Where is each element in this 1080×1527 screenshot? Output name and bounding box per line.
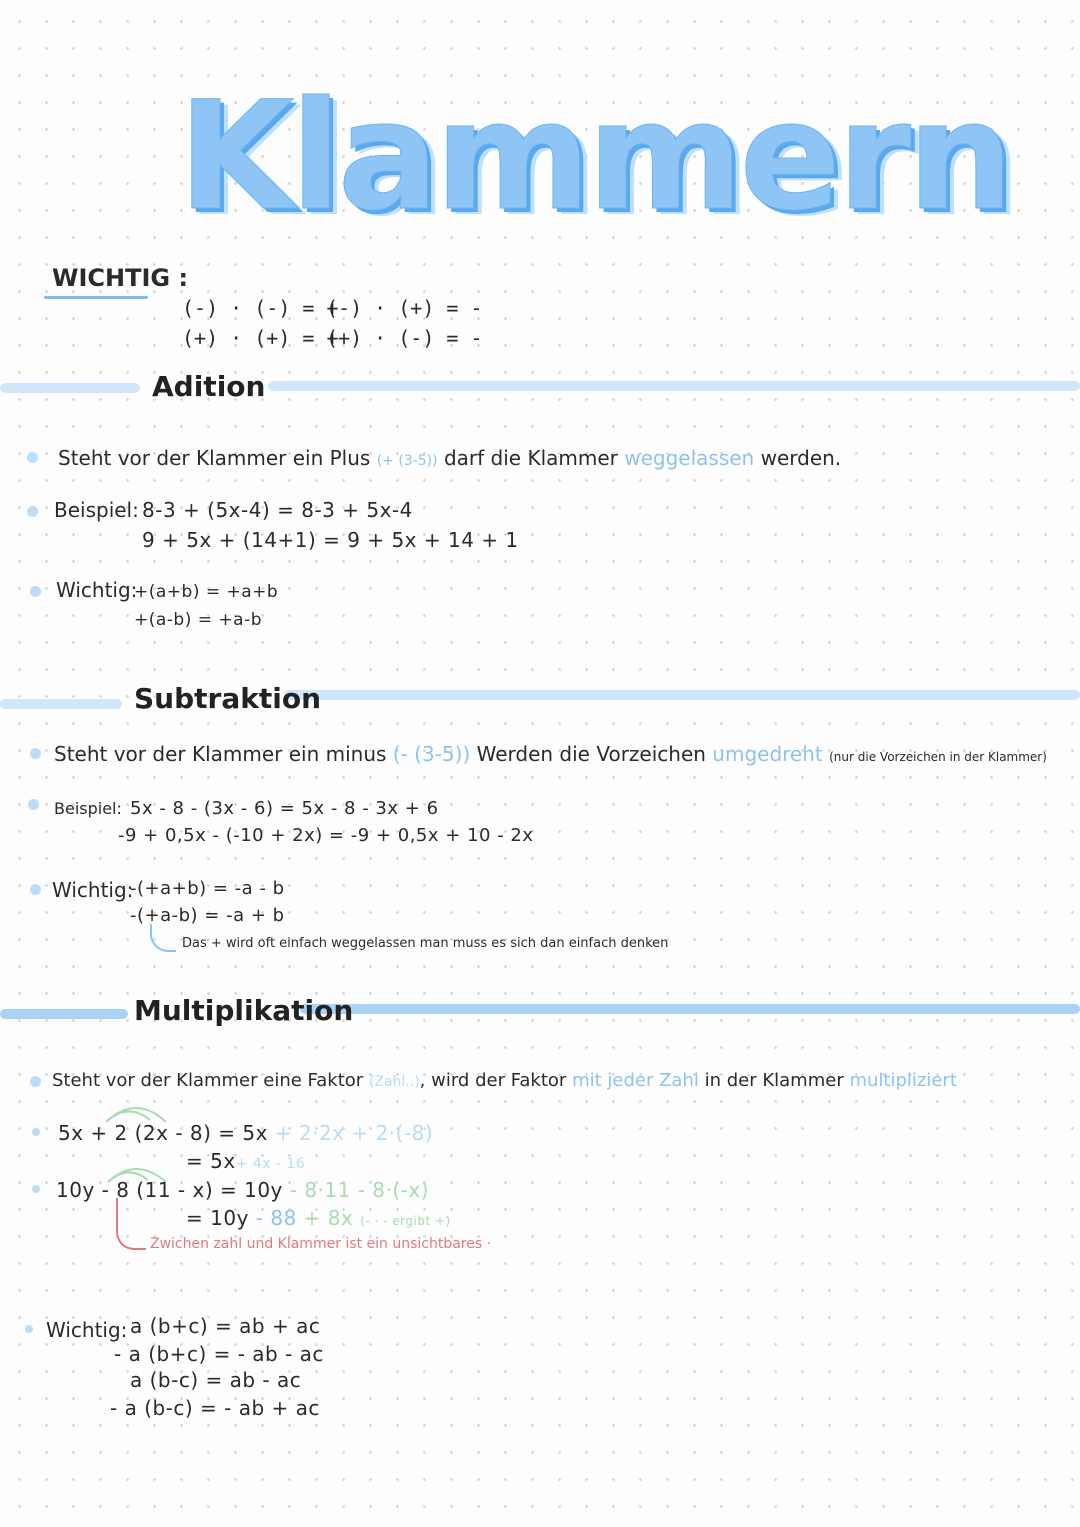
bullet-dot	[30, 1076, 41, 1087]
wichtig-label: Wichtig:	[46, 1318, 128, 1342]
bullet-dot	[27, 506, 38, 517]
rule-note: (nur die Vorzeichen in der Klammer)	[829, 750, 1047, 764]
sign-rule: (-) · (-) = +	[182, 296, 339, 320]
sign-rule: (+) · (-) = -	[326, 326, 483, 350]
formula-expansion: + 2·2x + 2·(-8)	[274, 1121, 434, 1145]
hint-text: Zwichen zahl und Klammer ist ein unsichtbares ·	[150, 1236, 492, 1252]
rule-text: Steht vor der Klammer ein Plus	[58, 446, 371, 470]
formula-part: 10y - 8 (11 - x) = 10y	[56, 1178, 283, 1202]
example-formula: 8-3 + (5x-4) = 8-3 + 5x-4	[142, 498, 413, 522]
rule-text: Steht vor der Klammer eine Faktor	[52, 1070, 364, 1091]
section-divider	[0, 383, 140, 393]
formula-expansion: - 88	[255, 1206, 297, 1230]
section-heading-multiplikation: Multiplikation	[134, 994, 354, 1027]
rule-example: (Zahl..)	[368, 1074, 420, 1090]
rule-highlight: multipliziert	[849, 1070, 957, 1091]
rule-highlight: mit jeder Zahl	[572, 1070, 699, 1091]
wichtig-label: Wichtig:	[52, 878, 134, 902]
section-divider	[300, 1004, 1080, 1014]
section-divider	[0, 1009, 128, 1019]
example-label: Beispiel:	[54, 799, 122, 818]
rule-example: (- (3-5))	[392, 742, 471, 766]
rule-text: Werden die Vorzeichen	[476, 742, 706, 766]
section-divider	[0, 699, 122, 709]
formula-expansion: - 8·11 - 8·(-x)	[289, 1178, 430, 1202]
section-heading-subtraktion: Subtraktion	[134, 682, 322, 715]
bullet-dot	[25, 1325, 33, 1333]
example-label: Beispiel:	[54, 498, 139, 522]
rule-text: in der Klammer	[704, 1070, 844, 1091]
formula-part: 5x + 2 (2x - 8) = 5x	[58, 1121, 268, 1145]
rule-highlight: weggelassen	[624, 446, 755, 470]
section-divider	[268, 381, 1080, 391]
bullet-dot	[30, 586, 41, 597]
sign-rule: (+) · (+) = +	[182, 326, 339, 350]
bullet-dot	[32, 1185, 40, 1193]
wichtig-formula: +(a+b) = +a+b	[134, 582, 279, 602]
multiplikation-rule	[52, 1070, 957, 1091]
hint-arrow	[150, 924, 176, 952]
arrow	[106, 1108, 166, 1122]
sign-rule: (-) · (+) = -	[326, 296, 483, 320]
multiplication-example	[56, 1178, 429, 1202]
page-title: Klammern	[178, 70, 1010, 244]
example-formula: 9 + 5x + (14+1) = 9 + 5x + 14 + 1	[142, 528, 519, 552]
bullet-dot	[28, 799, 39, 810]
bullet-dot	[27, 452, 38, 463]
formula-expansion: + 4x - 16	[235, 1156, 306, 1172]
wichtig-formula: -(+a-b) = -a + b	[130, 905, 285, 926]
hint-text: Das + wird oft einfach weggelassen man muss es sich dan einfach denken	[182, 936, 669, 951]
multiplication-example	[58, 1121, 433, 1145]
section-heading-addition: Adition	[152, 370, 266, 403]
bullet-dot	[30, 748, 41, 759]
section-divider	[284, 690, 1080, 700]
wichtig-formula: +(a-b) = +a-b	[134, 610, 262, 630]
formula-expansion: + 8x	[303, 1206, 354, 1230]
formula-note: (- · - ergibt +)	[360, 1214, 451, 1228]
rule-text: Steht vor der Klammer ein minus	[54, 742, 387, 766]
multiplication-example	[186, 1206, 451, 1230]
hint-arrow	[116, 1198, 146, 1250]
formula-part: = 5x	[186, 1149, 236, 1173]
rule-highlight: umgedreht	[712, 742, 823, 766]
wichtig-label: Wichtig:	[56, 578, 138, 602]
formula-part: = 10y	[186, 1206, 249, 1230]
wichtig-formula: a (b+c) = ab + ac	[130, 1314, 321, 1338]
wichtig-formula: a (b-c) = ab - ac	[130, 1368, 302, 1392]
rule-example: (+ (3-5))	[376, 453, 438, 469]
rule-text: , wird der Faktor	[419, 1070, 567, 1091]
wichtig-formula: - a (b+c) = - ab - ac	[114, 1342, 324, 1366]
multiplication-example	[186, 1149, 305, 1173]
example-formula: -9 + 0,5x - (-10 + 2x) = -9 + 0,5x + 10 - 2x	[118, 825, 534, 846]
wichtig-heading: WICHTIG :	[52, 264, 189, 292]
bullet-dot	[30, 884, 41, 895]
addition-rule	[58, 446, 841, 470]
example-formula: 5x - 8 - (3x - 6) = 5x - 8 - 3x + 6	[130, 798, 439, 819]
wichtig-formula: - a (b-c) = - ab + ac	[110, 1396, 320, 1420]
subtraktion-rule	[54, 742, 1047, 766]
bullet-dot	[32, 1128, 40, 1136]
rule-text: werden.	[760, 446, 842, 470]
wichtig-underline	[44, 296, 148, 299]
wichtig-formula: -(+a+b) = -a - b	[130, 878, 285, 899]
rule-text: darf die Klammer	[443, 446, 618, 470]
